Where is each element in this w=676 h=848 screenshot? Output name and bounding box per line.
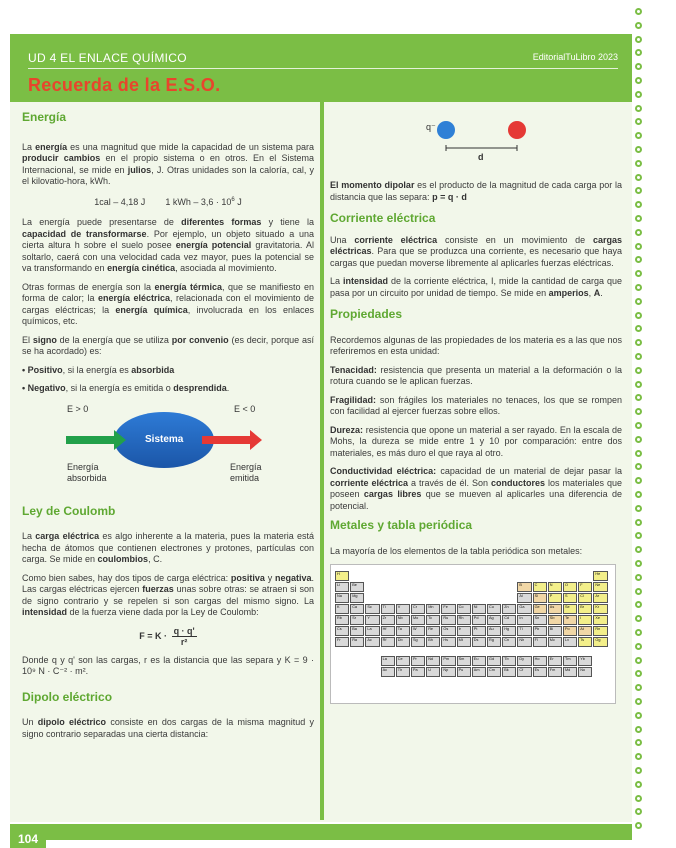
paragraph-energia-signo: El signo de la energía que se utiliza por convenio (es decir, porque así se ha acordado) es: — [22, 334, 314, 356]
binding-ring — [635, 77, 642, 84]
element-cell: K — [335, 604, 349, 614]
element-cell: Es — [533, 667, 547, 677]
element-cell: Fl — [533, 637, 547, 647]
element-cell: Se — [563, 604, 577, 614]
element-cell: Au — [487, 626, 501, 636]
binding-ring — [635, 726, 642, 733]
element-cell: Tm — [563, 656, 577, 666]
element-cell: Og — [593, 637, 607, 647]
binding-ring — [635, 463, 642, 470]
binding-ring — [635, 643, 642, 650]
element-cell: Sr — [350, 615, 364, 625]
binding-ring — [635, 822, 642, 829]
positive-charge-icon — [508, 121, 526, 139]
element-cell: Te — [563, 615, 577, 625]
element-cell: P — [548, 593, 562, 603]
binding-ring — [635, 615, 642, 622]
heading-metales: Metales y tabla periódica — [330, 518, 473, 532]
element-cell: Ne — [593, 582, 607, 592]
element-cell: Ac — [381, 667, 395, 677]
binding-ring — [635, 394, 642, 401]
element-cell: Bh — [426, 637, 440, 647]
heading-corriente: Corriente eléctrica — [330, 211, 436, 225]
element-cell: Db — [396, 637, 410, 647]
binding-ring — [635, 36, 642, 43]
element-cell: Mc — [548, 637, 562, 647]
element-cell: Li — [335, 582, 349, 592]
element-cell: Po — [563, 626, 577, 636]
element-cell: Rh — [457, 615, 471, 625]
paragraph-coulomb-variables: Donde q y q' son las cargas, r es la distancia que las separa y K = 9 · 10⁹ N · C⁻² · m². — [22, 654, 314, 676]
label-e-negative: E < 0 — [234, 403, 256, 414]
column-divider — [320, 102, 324, 820]
binding-ring — [635, 270, 642, 277]
element-cell: Nh — [517, 637, 531, 647]
paragraph-energia-definicion: La energía es una magnitud que mide la capacidad de un sistema para producir cambios en el propio sistema o en otros. En el Sistema Internacional, se mide en julios, J. Otras unidades son la caloría, cal, y el kilovatio-hora, kWh. — [22, 141, 315, 186]
element-cell: V — [396, 604, 410, 614]
green-arrow-in-icon — [66, 430, 126, 450]
element-cell: F — [578, 582, 592, 592]
element-cell: Pr — [411, 656, 425, 666]
binding-ring — [635, 22, 642, 29]
element-cell: Tb — [502, 656, 516, 666]
binding-ring — [635, 422, 642, 429]
element-cell: Rn — [593, 626, 607, 636]
energy-sign-diagram — [22, 402, 314, 492]
label-e-positive: E > 0 — [67, 403, 89, 414]
element-cell: Ti — [381, 604, 395, 614]
binding-ring — [635, 477, 642, 484]
element-cell: Xe — [593, 615, 607, 625]
element-cell: Ga — [517, 604, 531, 614]
binding-ring — [635, 132, 642, 139]
element-cell: N — [548, 582, 562, 592]
paragraph-momento-dipolar: El momento dipolar es el producto de la magnitud de cada carga por la distancia que las separa: p = q · d — [330, 180, 622, 202]
element-cell: Cf — [517, 667, 531, 677]
heading-coulomb: Ley de Coulomb — [22, 503, 116, 518]
spiral-binding — [634, 8, 646, 844]
element-cell: Pd — [472, 615, 486, 625]
binding-ring — [635, 298, 642, 305]
binding-ring — [635, 174, 642, 181]
binding-ring — [635, 215, 642, 222]
element-cell: Nd — [426, 656, 440, 666]
element-cell: Np — [441, 667, 455, 677]
element-cell: Fe — [441, 604, 455, 614]
binding-ring — [635, 118, 642, 125]
element-cell: Sg — [411, 637, 425, 647]
element-cell: Bk — [502, 667, 516, 677]
paragraph-corriente: Una corriente eléctrica consiste en un movimiento de cargas eléctricas. Para que se produzca una corriente, es necesario que haya cargas que puedan moverse libremente al aplicarles fuerzas eléctricas. — [330, 234, 622, 268]
header-rule — [28, 68, 618, 69]
element-cell: I — [578, 615, 592, 625]
paragraph-tenacidad: Tenacidad: resistencia que presenta un material a la deformación o la rotura cuando se le aplican fuerzas. — [330, 364, 622, 386]
binding-ring — [635, 160, 642, 167]
element-cell: Yb — [578, 656, 592, 666]
element-cell: Pb — [533, 626, 547, 636]
element-cell: Sn — [533, 615, 547, 625]
element-cell: He — [593, 571, 607, 581]
binding-ring — [635, 91, 642, 98]
element-cell: Th — [396, 667, 410, 677]
paragraph-energia-formas: La energía puede presentarse de diferentes formas y tiene la capacidad de transformarse. Por ejemplo, un objeto situado a una cierta altura h sobre el suelo posee energía potencial gravitatoria. Al soltarlo, caerá con una velocidad cada vez mayor, pues la potencial se va transformando en energía cinética, asociada al movimiento. — [22, 217, 314, 273]
element-cell: Ca — [350, 604, 364, 614]
heading-dipolo: Dipolo eléctrico — [22, 689, 113, 704]
element-cell: Hs — [441, 637, 455, 647]
publisher-label: EditorialTuLibro 2023 — [532, 52, 618, 62]
element-cell: Sc — [365, 604, 379, 614]
dipole-graphic — [330, 108, 622, 168]
paragraph-tipos-carga: Como bien sabes, hay dos tipos de carga eléctrica: positiva y negativa. Las cargas eléctricas ejercen fuerzas unas sobre otras: se atraen si son de signo contrario y se repelen si son cargas del mismo signo. La intensidad de la fuerza viene dada por la Ley de Coulomb: — [22, 572, 315, 617]
binding-ring — [635, 588, 642, 595]
paragraph-dureza: Dureza: resistencia que opone un material a ser rayado. En la escala de Mohs, la dureza se mide entre 1 y 10 por comparación: entre dos materiales, es más duro el que raya al otro. — [330, 424, 622, 458]
element-cell: Rg — [487, 637, 501, 647]
content-panel — [10, 102, 632, 822]
element-cell: La — [365, 626, 379, 636]
element-cell: Cs — [335, 626, 349, 636]
label-distance-d: d — [478, 152, 484, 162]
binding-ring — [635, 574, 642, 581]
element-cell: Ni — [472, 604, 486, 614]
binding-ring — [635, 243, 642, 250]
paragraph-conductividad: Conductividad eléctrica: capacidad de un material de dejar pasar la corriente eléctrica a través de él. Son conductores los materiales que poseen cargas libres que se mueven al aplicarles una diferencia de potencial. — [330, 466, 623, 511]
element-cell: Tl — [517, 626, 531, 636]
binding-ring — [635, 325, 642, 332]
element-cell: Pu — [457, 667, 471, 677]
binding-ring — [635, 546, 642, 553]
binding-ring — [635, 256, 642, 263]
paragraph-energia-otras: Otras formas de energía son la energía térmica, que se manifiesto en forma de calor; la energía eléctrica, relacionada con el movimiento de cargas eléctricas; la energía química, involucrada en los enlaces químicos, etc. — [22, 281, 314, 326]
binding-ring — [635, 684, 642, 691]
page-header — [10, 34, 632, 102]
bullet-negativo: • Negativo, si la energía es emitida o desprendida. — [22, 383, 230, 393]
binding-ring — [635, 201, 642, 208]
binding-ring — [635, 312, 642, 319]
right-column — [330, 108, 622, 704]
binding-ring — [635, 8, 642, 15]
element-cell: Lv — [563, 637, 577, 647]
element-cell: Zn — [502, 604, 516, 614]
element-cell: Re — [426, 626, 440, 636]
element-cell: Ta — [396, 626, 410, 636]
binding-ring — [635, 187, 642, 194]
element-cell: Md — [563, 667, 577, 677]
element-cell: Ag — [487, 615, 501, 625]
bullet-positivo: • Positivo, si la energía es absorbida — [22, 364, 175, 375]
element-cell: Cr — [411, 604, 425, 614]
binding-ring — [635, 670, 642, 677]
paragraph-metales-intro: La mayoría de los elementos de la tabla periódica son metales: — [330, 545, 583, 556]
element-cell: Nb — [396, 615, 410, 625]
dipole-diagram — [330, 108, 622, 168]
binding-ring — [635, 795, 642, 802]
element-cell: Ar — [593, 593, 607, 603]
label-energia-emitida: Energía emitida — [230, 461, 262, 483]
element-cell: Ba — [350, 626, 364, 636]
element-cell: Mo — [411, 615, 425, 625]
heading-propiedades: Propiedades — [330, 307, 403, 321]
binding-ring — [635, 381, 642, 388]
element-cell: Ho — [533, 656, 547, 666]
element-cell: Fr — [335, 637, 349, 647]
binding-ring — [635, 339, 642, 346]
element-cell: At — [578, 626, 592, 636]
paragraph-dipolo: Un dipolo eléctrico consiste en dos cargas de la misma magnitud y signo contrario separadas una cierta distancia: — [22, 717, 315, 739]
binding-ring — [635, 229, 642, 236]
element-cell: Cu — [487, 604, 501, 614]
element-cell: Ir — [457, 626, 471, 636]
heading-energia: Energía — [22, 110, 67, 124]
element-cell: Mn — [426, 604, 440, 614]
element-cell: S — [563, 593, 577, 603]
element-cell: Rb — [335, 615, 349, 625]
unit-title: UD 4 EL ENLACE QUÍMICO — [28, 51, 187, 65]
element-cell: La — [381, 656, 395, 666]
binding-ring — [635, 505, 642, 512]
element-cell: Cd — [502, 615, 516, 625]
energy-units-formula: 1cal – 4,18 J 1 kWh – $3,6 \cdot 10^6$ J — [94, 196, 242, 207]
element-cell: Mt — [457, 637, 471, 647]
element-cell: Co — [457, 604, 471, 614]
binding-ring — [635, 519, 642, 526]
element-cell: Am — [472, 667, 486, 677]
coulomb-formula: F = K · $\frac{q \cdot q'}{\text{r²}}$ — [139, 625, 195, 647]
binding-ring — [635, 408, 642, 415]
element-cell: Ac — [365, 637, 379, 647]
element-cell: Ts — [578, 637, 592, 647]
binding-ring — [635, 698, 642, 705]
element-cell: Os — [441, 626, 455, 636]
element-cell: Pt — [472, 626, 486, 636]
element-cell: Br — [578, 604, 592, 614]
label-energia-absorbida: Energía absorbida — [67, 461, 107, 483]
binding-ring — [635, 712, 642, 719]
binding-ring — [635, 105, 642, 112]
element-cell: Ce — [396, 656, 410, 666]
page-number: 104 — [10, 826, 46, 848]
element-cell: As — [548, 604, 562, 614]
binding-ring — [635, 781, 642, 788]
element-cell: C — [533, 582, 547, 592]
binding-ring — [635, 739, 642, 746]
element-cell: Cl — [578, 593, 592, 603]
element-cell: Ra — [350, 637, 364, 647]
element-cell: Tc — [426, 615, 440, 625]
element-cell: Mg — [350, 593, 364, 603]
element-cell: O — [563, 582, 577, 592]
element-cell: U — [426, 667, 440, 677]
element-cell: Pm — [441, 656, 455, 666]
element-cell: Al — [517, 593, 531, 603]
element-cell: H — [335, 571, 349, 581]
element-cell: Fm — [548, 667, 562, 677]
left-column — [22, 112, 314, 747]
element-cell: Kr — [593, 604, 607, 614]
element-cell: Rf — [381, 637, 395, 647]
element-cell: Be — [350, 582, 364, 592]
paragraph-fragilidad: Fragilidad: son frágiles los materiales no tenaces, los que se rompen con facilidad al ejercer fuerzas sobre ellos. — [330, 394, 622, 416]
element-cell: Er — [548, 656, 562, 666]
binding-ring — [635, 767, 642, 774]
element-cell: Eu — [472, 656, 486, 666]
element-cell: Y — [365, 615, 379, 625]
element-cell: Si — [533, 593, 547, 603]
element-cell: B — [517, 582, 531, 592]
element-cell: In — [517, 615, 531, 625]
element-cell: Gd — [487, 656, 501, 666]
element-cell: W — [411, 626, 425, 636]
binding-ring — [635, 146, 642, 153]
binding-ring — [635, 560, 642, 567]
binding-ring — [635, 657, 642, 664]
binding-ring — [635, 450, 642, 457]
binding-ring — [635, 63, 642, 70]
element-cell: Ds — [472, 637, 486, 647]
element-cell: Zr — [381, 615, 395, 625]
element-cell: No — [578, 667, 592, 677]
element-cell: Dy — [517, 656, 531, 666]
paragraph-carga-electrica: La carga eléctrica es algo inherente a la materia, pues la materia está hecha de átomos que contienen electrones y protones, partículas con carga. Se mide en coulombios, C. — [22, 531, 315, 564]
binding-ring — [635, 353, 642, 360]
label-q-negative: q⁻ — [426, 122, 436, 132]
footer-bar — [10, 824, 632, 840]
periodic-table — [330, 564, 616, 704]
binding-ring — [635, 808, 642, 815]
element-cell: Sb — [548, 615, 562, 625]
system-label: Sistema — [145, 433, 184, 445]
binding-ring — [635, 491, 642, 498]
element-cell: Hf — [381, 626, 395, 636]
negative-charge-icon — [437, 121, 455, 139]
binding-ring — [635, 367, 642, 374]
element-cell: Ge — [533, 604, 547, 614]
element-cell: Cm — [487, 667, 501, 677]
binding-ring — [635, 753, 642, 760]
binding-ring — [635, 284, 642, 291]
element-cell: Cn — [502, 637, 516, 647]
element-cell: Na — [335, 593, 349, 603]
binding-ring — [635, 436, 642, 443]
energy-diagram-graphic — [22, 402, 314, 492]
element-cell: Ru — [441, 615, 455, 625]
paragraph-propiedades-intro: Recordemos algunas de las propiedades de los materia es a las que nos referiremos en esta unidad: — [330, 334, 622, 356]
element-cell: Pa — [411, 667, 425, 677]
paragraph-intensidad: La intensidad de la corriente eléctrica, I, mide la cantidad de carga que pasa por un circuito por unidad de tiempo. Se mide en amperios, A. — [330, 276, 622, 298]
binding-ring — [635, 532, 642, 539]
element-cell: Bi — [548, 626, 562, 636]
textbook-page — [10, 12, 632, 846]
element-cell: Hg — [502, 626, 516, 636]
binding-ring — [635, 49, 642, 56]
binding-ring — [635, 629, 642, 636]
section-title: Recuerda de la E.S.O. — [28, 75, 221, 95]
element-cell: Sm — [457, 656, 471, 666]
binding-ring — [635, 601, 642, 608]
